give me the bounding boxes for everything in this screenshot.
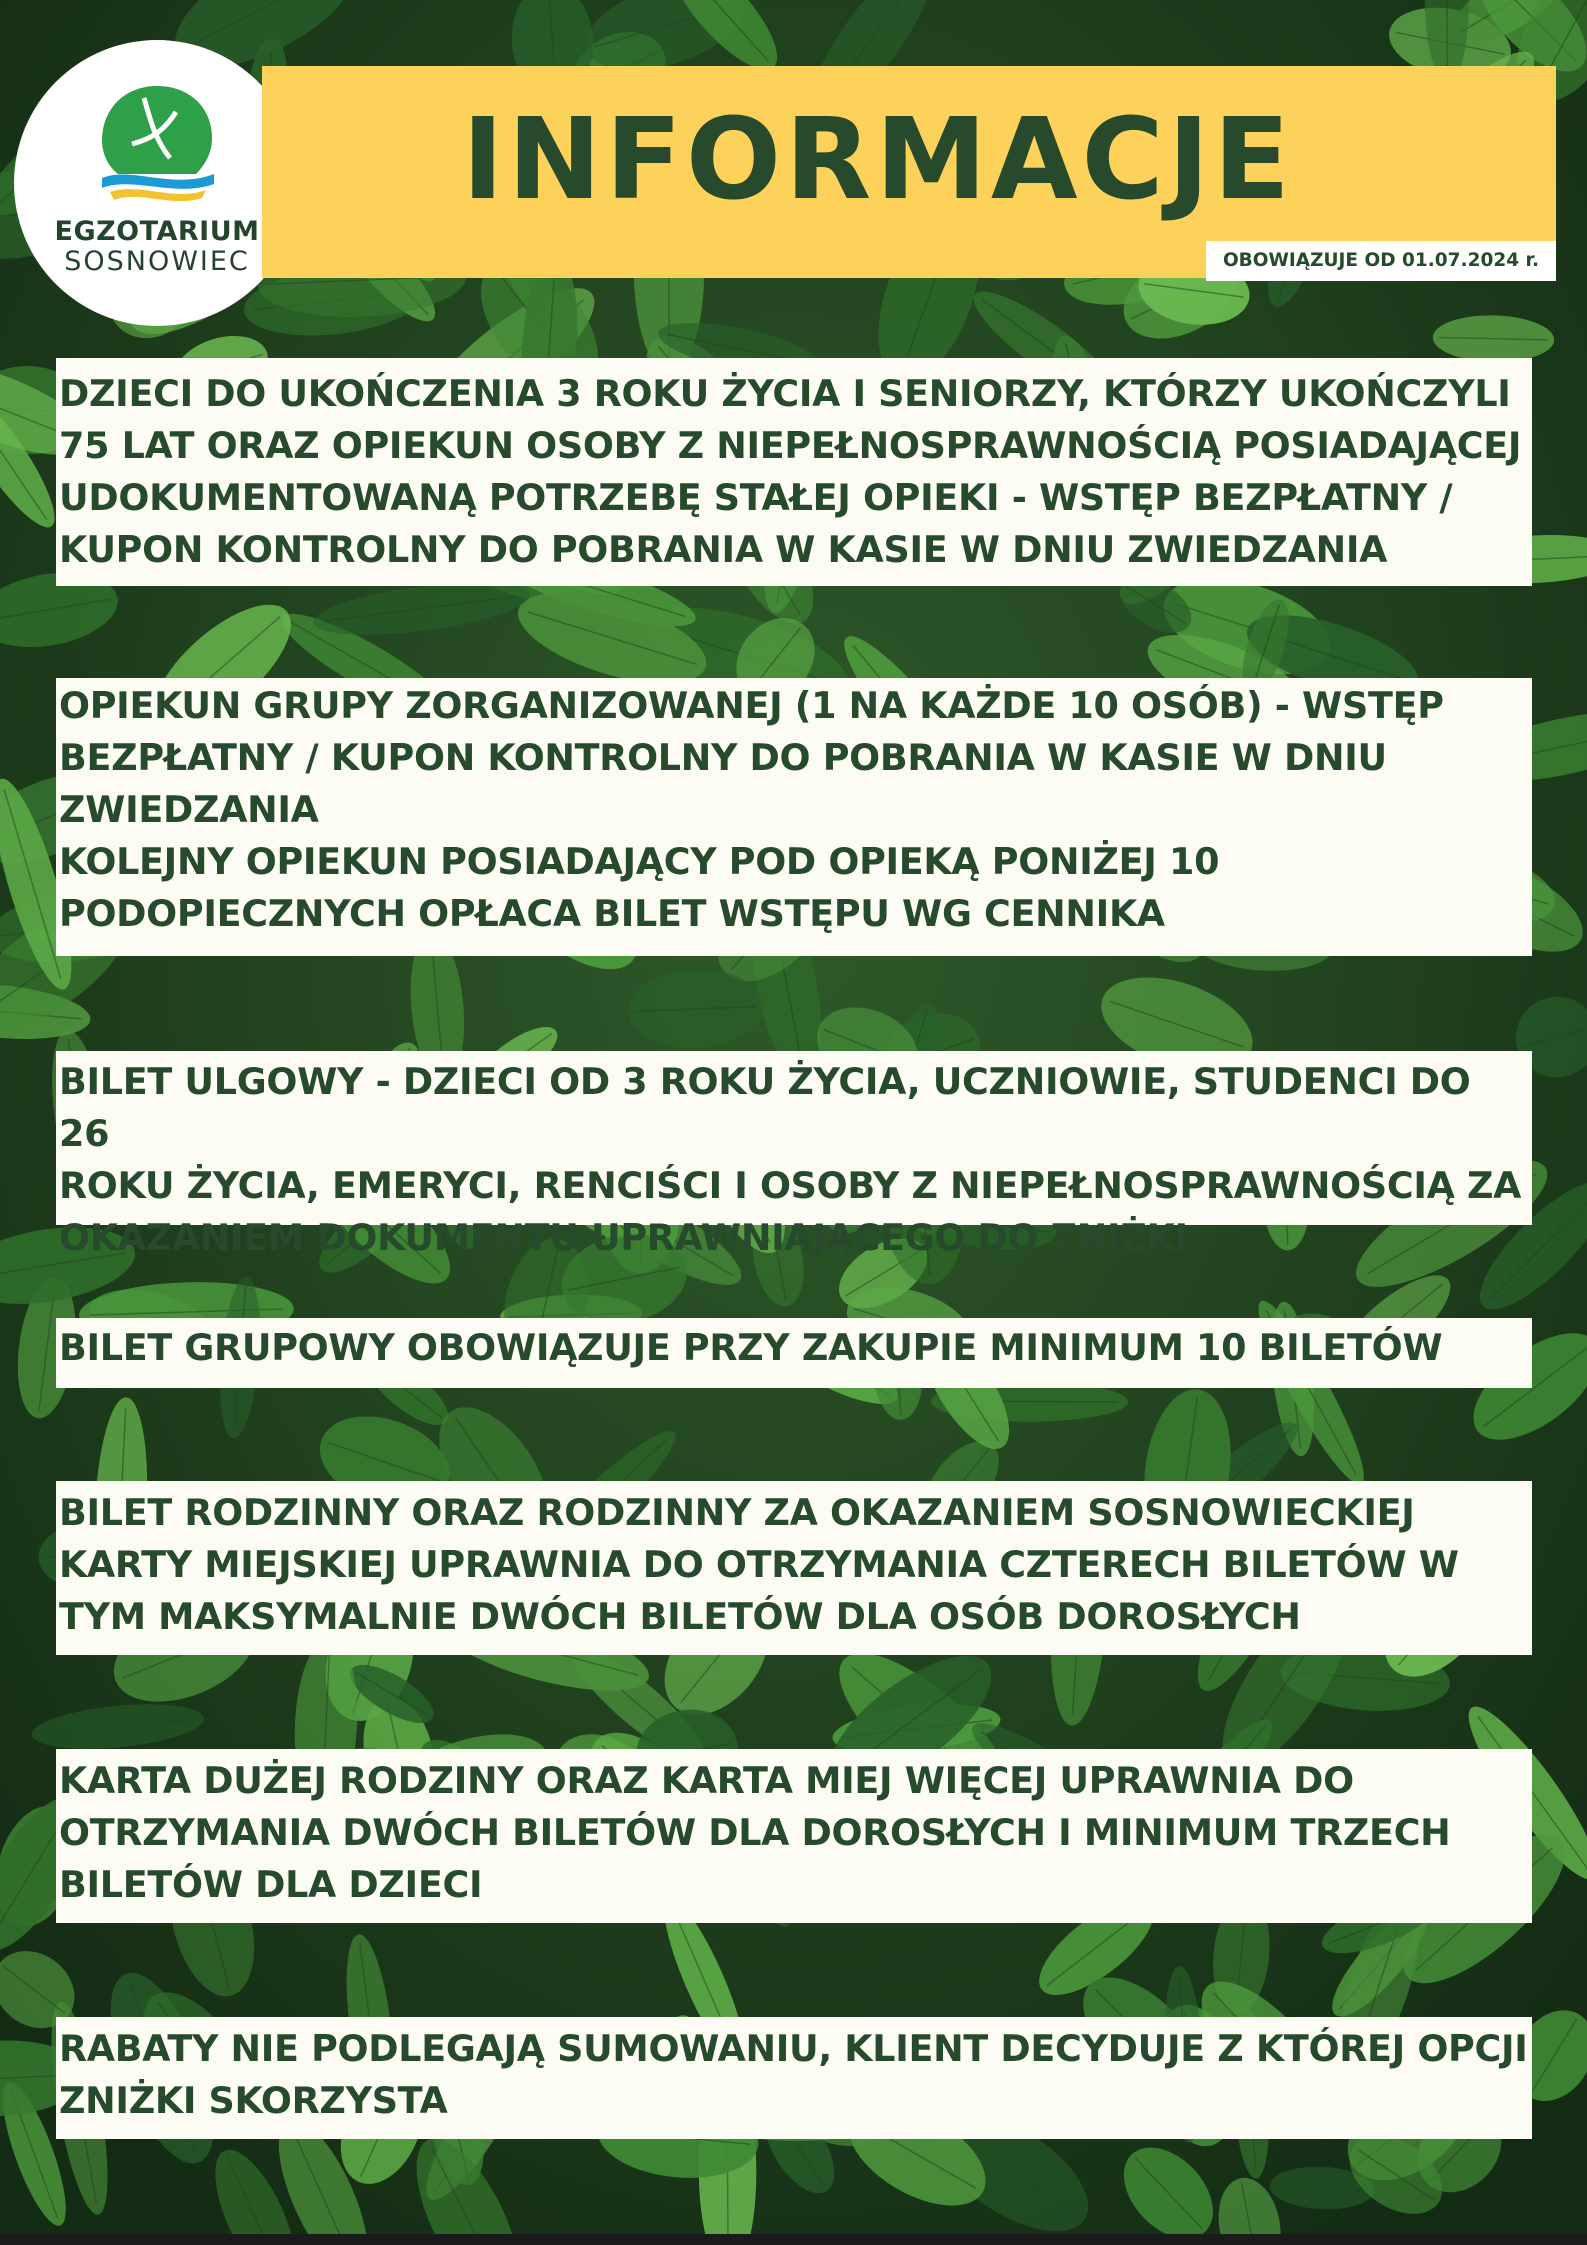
notice-box-reduced-ticket	[56, 1051, 1532, 1259]
notice-line: ZWIEDZANIA	[59, 788, 319, 831]
notice-line: BILET RODZINNY ORAZ RODZINNY ZA OKAZANIEM SOSNOWIECKIEJ	[59, 1491, 1415, 1534]
bottom-edge	[0, 2234, 1587, 2245]
notice-line: UDOKUMENTOWANĄ POTRZEBĘ STAŁEJ OPIEKI - WSTĘP BEZPŁATNY /	[59, 476, 1453, 519]
notice-line: OPIEKUN GRUPY ZORGANIZOWANEJ (1 NA KAŻDE 10 OSÓB) - WSTĘP	[59, 684, 1444, 727]
notice-line: KARTA DUŻEJ RODZINY ORAZ KARTA MIEJ WIĘCEJ UPRAWNIA DO	[59, 1759, 1354, 1802]
notice-line: ZNIŻKI SKORZYSTA	[59, 2079, 448, 2122]
notice-text	[59, 1749, 1532, 1911]
notice-line: TYM MAKSYMALNIE DWÓCH BILETÓW DLA OSÓB DOROSŁYCH	[59, 1595, 1301, 1638]
notice-text	[59, 678, 1532, 940]
leaf-wave-logo-icon	[92, 78, 222, 208]
notice-line: BILET GRUPOWY OBOWIĄZUJE PRZY ZAKUPIE MINIMUM 10 BILETÓW	[59, 1326, 1443, 1369]
notice-line: ROKU ŻYCIA, EMERYCI, RENCIŚCI I OSOBY Z NIEPEŁNOSPRAWNOŚCIĄ ZA	[59, 1164, 1522, 1207]
notice-box-group-guardian	[56, 678, 1532, 956]
notice-line: PODOPIECZNYCH OPŁACA BILET WSTĘPU WG CENNIKA	[59, 892, 1165, 935]
notice-line: KUPON KONTROLNY DO POBRANIA W KASIE W DNIU ZWIEDZANIA	[59, 528, 1388, 571]
notice-text	[59, 1051, 1532, 1264]
logo-name-line1: EGZOTARIUM	[54, 216, 260, 247]
notice-box-family-ticket	[56, 1481, 1532, 1655]
notice-text	[59, 358, 1532, 576]
notice-text	[59, 1481, 1532, 1643]
logo-badge	[14, 40, 300, 326]
notice-line: OKAZANIEM DOKUMENTU UPRAWNIAJĄCEGO DO ZNIŻKI	[59, 1216, 1188, 1259]
notice-line: BILETÓW DLA DZIECI	[59, 1863, 483, 1906]
validity-date: OBOWIĄZUJE OD 01.07.2024 r.	[1206, 241, 1556, 281]
notice-box-group-ticket	[56, 1318, 1532, 1388]
notice-line: 75 LAT ORAZ OPIEKUN OSOBY Z NIEPEŁNOSPRAWNOŚCIĄ POSIADAJĄCEJ	[59, 424, 1522, 467]
notice-line: KOLEJNY OPIEKUN POSIADAJĄCY POD OPIEKĄ PONIŻEJ 10	[59, 840, 1220, 883]
notice-line: RABATY NIE PODLEGAJĄ SUMOWANIU, KLIENT DECYDUJE Z KTÓREJ OPCJI	[59, 2027, 1528, 2070]
notice-line: KARTY MIEJSKIEJ UPRAWNIA DO OTRZYMANIA CZTERECH BILETÓW W	[59, 1543, 1459, 1586]
notice-box-large-family-card	[56, 1749, 1532, 1923]
notice-line: OTRZYMANIA DWÓCH BILETÓW DLA DOROSŁYCH I MINIMUM TRZECH	[59, 1811, 1451, 1854]
page-title: INFORMACJE	[462, 95, 1294, 225]
notice-line: DZIECI DO UKOŃCZENIA 3 ROKU ŻYCIA I SENIORZY, KTÓRZY UKOŃCZYLI	[59, 372, 1511, 415]
notice-box-free-entry	[56, 358, 1532, 586]
notice-text	[59, 2017, 1532, 2127]
notice-text	[59, 1318, 1532, 1374]
notice-line: BEZPŁATNY / KUPON KONTROLNY DO POBRANIA W KASIE W DNIU	[59, 736, 1387, 779]
notice-box-discounts	[56, 2017, 1532, 2139]
logo-name-line2: SOSNOWIEC	[64, 246, 250, 277]
notice-line: BILET ULGOWY - DZIECI OD 3 ROKU ŻYCIA, UCZNIOWIE, STUDENCI DO 26	[59, 1060, 1471, 1155]
